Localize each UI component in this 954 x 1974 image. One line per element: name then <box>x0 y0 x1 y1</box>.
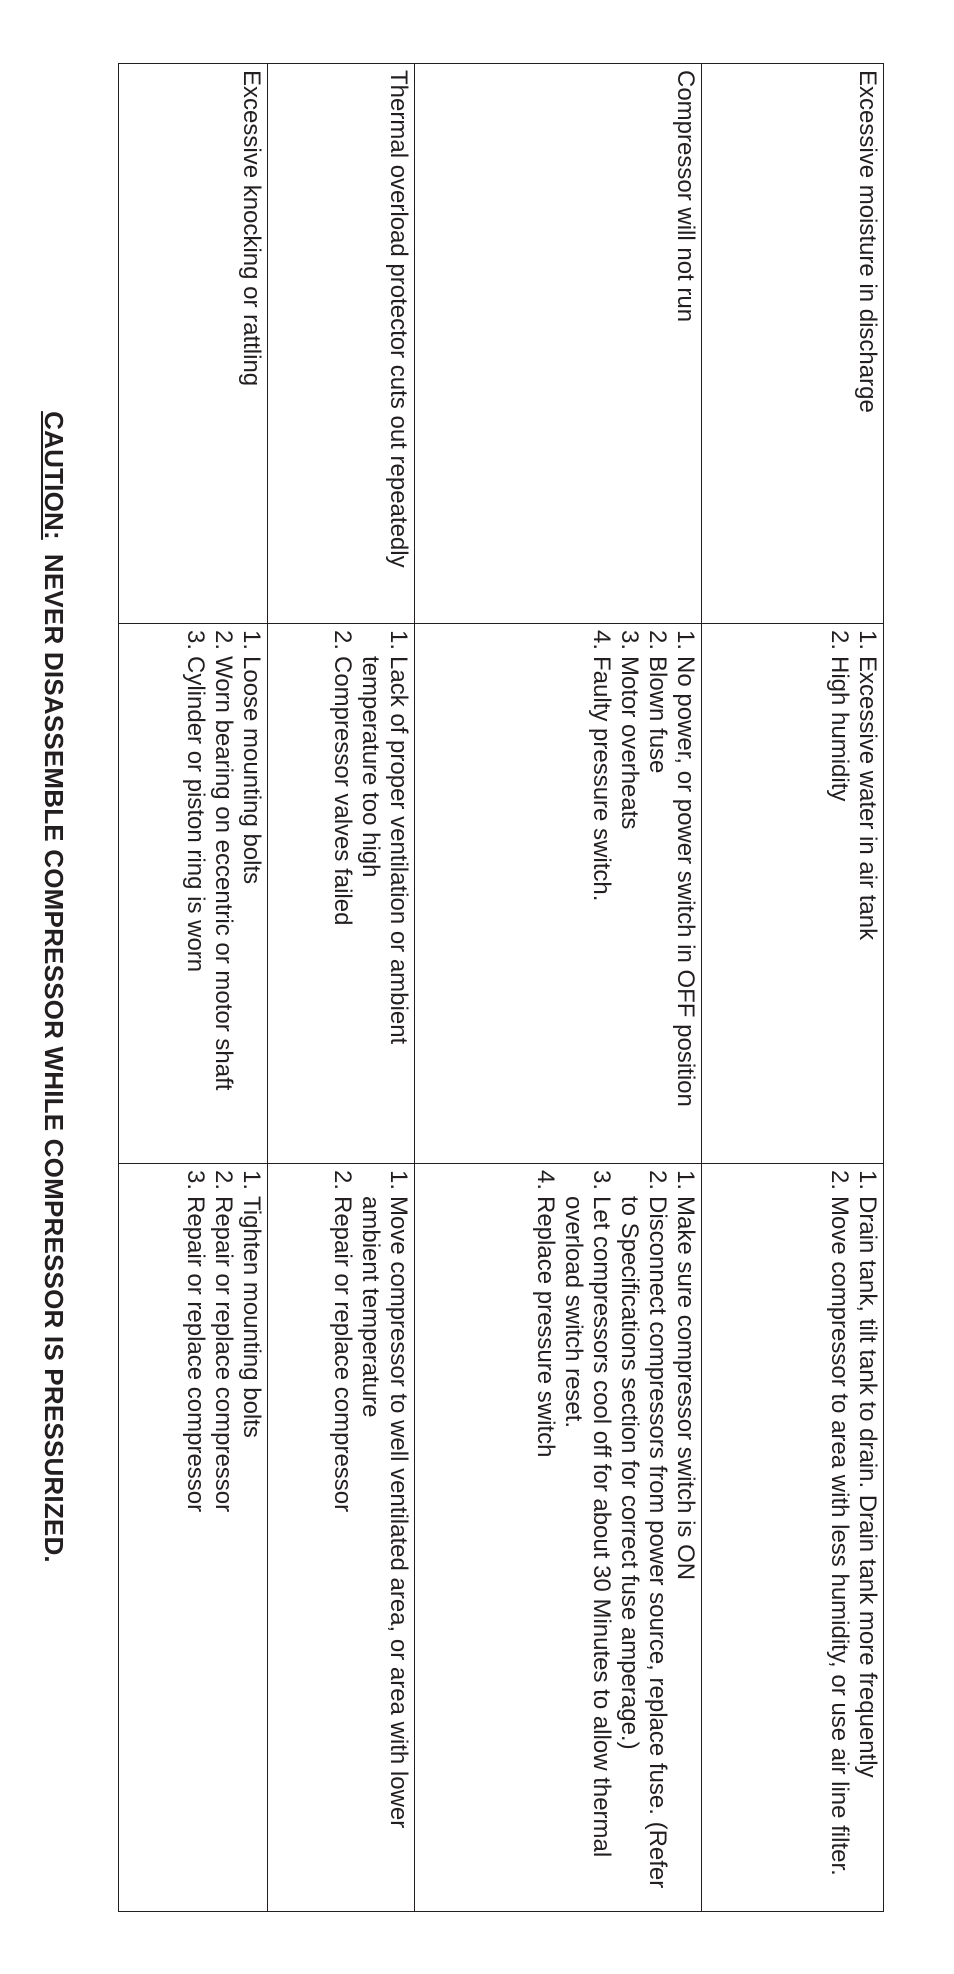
table-row <box>415 64 702 1912</box>
cause-cell <box>415 624 702 1164</box>
list-item: 4. Replace pressure switch <box>532 1170 559 1458</box>
list-item: 1. No power, or power switch in OFF position <box>672 630 699 1107</box>
cause-cell <box>119 624 268 1164</box>
list-item: 2. Repair or replace compressor <box>329 1170 356 1513</box>
list-item: 2. High humidity <box>826 630 853 802</box>
list-item: 1. Loose mounting bolts <box>238 630 265 885</box>
list-item: 2. Worn bearing on eccentric or motor shaft <box>210 630 237 1091</box>
cause-cell <box>702 624 884 1164</box>
solution-cell <box>119 1164 268 1912</box>
list-item: 1. Make sure compressor switch is ON <box>672 1170 699 1581</box>
list-item: 1. Tighten mounting bolts <box>238 1170 265 1438</box>
problem-cell: Excessive moisture in discharge <box>702 64 884 624</box>
list-item: 1. Drain tank, tilt tank to drain. Drain tank more frequently <box>854 1170 881 1778</box>
solution-cell <box>415 1164 702 1912</box>
caution-note <box>38 0 69 1974</box>
troubleshooting-table <box>118 63 884 1912</box>
problem-cell: Excessive knocking or rattling <box>119 64 268 624</box>
problem-cell: Thermal overload protector cuts out repeatedly <box>268 64 415 624</box>
list-item: 3. Cylinder or piston ring is worn <box>182 630 209 973</box>
cause-cell <box>268 624 415 1164</box>
solution-cell <box>702 1164 884 1912</box>
list-item: 1. Move compressor to well ventilated area, or area with lower ambient temperature <box>357 1170 412 1829</box>
caution-label: CAUTION: <box>39 411 69 540</box>
table-row <box>268 64 415 1912</box>
solution-cell <box>268 1164 415 1912</box>
table-row <box>119 64 268 1912</box>
list-item: 2. Blown fuse <box>644 630 671 774</box>
list-item: 2. Move compressor to area with less humidity, or use air line filter. <box>826 1170 853 1876</box>
list-item: 3. Repair or replace compressor <box>182 1170 209 1513</box>
list-item: 1. Lack of proper ventilation or ambient temperature too high <box>357 630 412 1045</box>
list-item: 2. Repair or replace compressor <box>210 1170 237 1513</box>
table-row <box>702 64 884 1912</box>
problem-cell: Compressor will not run <box>415 64 702 624</box>
list-item: 2. Compressor valves failed <box>329 630 356 926</box>
list-item: 2. Disconnect compressors from power source, replace fuse. (Refer to Specifications section for correct fuse amperage.) <box>616 1170 671 1889</box>
list-item: 3. Motor overheats <box>616 630 643 830</box>
caution-text: NEVER DISASSEMBLE COMPRESSOR WHILE COMPRESSOR IS PRESSURIZED. <box>39 553 69 1563</box>
list-item: 1. Excessive water in air tank <box>854 630 881 941</box>
list-item: 4. Faulty pressure switch. <box>588 630 615 902</box>
list-item: 3. Let compressors cool off for about 30 Minutes to allow thermal overload switch reset. <box>560 1170 615 1858</box>
